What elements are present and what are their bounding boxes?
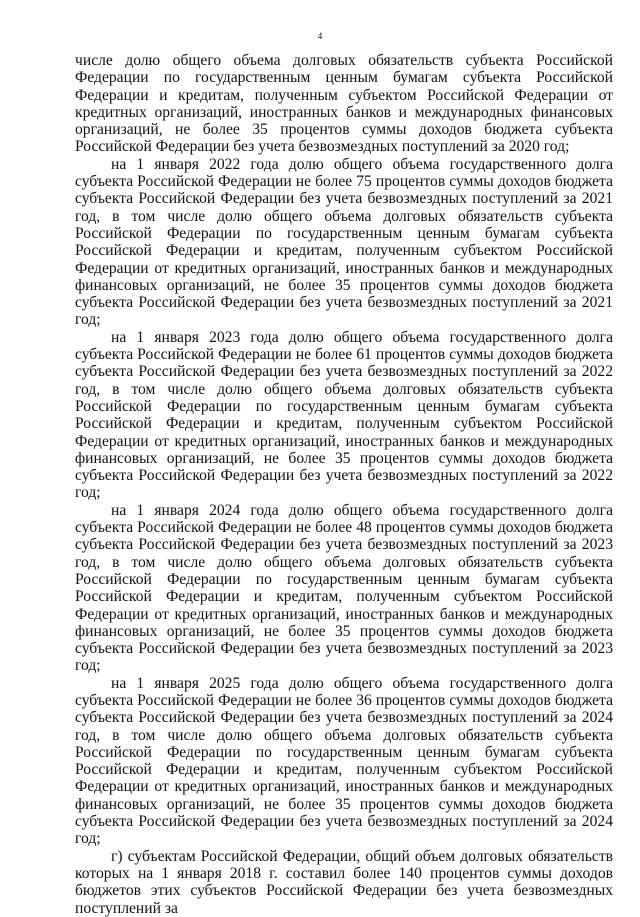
paragraph-2023: на 1 января 2023 года долю общего объема государственного долга субъекта Российской Федерации не более 61 процентов суммы доходов бюджета субъекта Российской Федерации без учета безвозмездных поступлений за 2022 год, в том числе долю общего объема долговых обязательств субъекта Российской Федерации по государственным ценным бумагам субъекта Российской Федерации и кредитам, полученным субъектом Российской Федерации от кредитных организаций, иностранных банков и международных финансовых организаций, не более 35 процентов суммы доходов бюджета субъекта Российской Федерации без учета безвозмездных поступлений за 2022 год; <box>75 328 613 502</box>
document-body <box>75 52 613 917</box>
paragraph-2024: на 1 января 2024 года долю общего объема государственного долга субъекта Российской Федерации не более 48 процентов суммы доходов бюджета субъекта Российской Федерации без учета безвозмездных поступлений за 2023 год, в том числе долю общего объема долговых обязательств субъекта Российской Федерации по государственным ценным бумагам субъекта Российской Федерации и кредитам, полученным субъектом Российской Федерации от кредитных организаций, иностранных банков и международных финансовых организаций, не более 35 процентов суммы доходов бюджета субъекта Российской Федерации без учета безвозмездных поступлений за 2023 год; <box>75 501 613 675</box>
paragraph-2022: на 1 января 2022 года долю общего объема государственного долга субъекта Российской Федерации не более 75 процентов суммы доходов бюджета субъекта Российской Федерации без учета безвозмездных поступлений за 2021 год, в том числе долю общего объема долговых обязательств субъекта Российской Федерации по государственным ценным бумагам субъекта Российской Федерации и кредитам, полученным субъектом Российской Федерации от кредитных организаций, иностранных банков и международных финансовых организаций, не более 35 процентов суммы доходов бюджета субъекта Российской Федерации без учета безвозмездных поступлений за 2021 год; <box>75 155 613 329</box>
paragraph-item-g: г) субъектам Российской Федерации, общий объем долговых обязательств которых на 1 января 2018 г. составил более 140 процентов суммы доходов бюджетов этих субъектов Российской Федерации без учета безвозмездных поступлений за <box>75 847 613 917</box>
page-number: 4 <box>317 31 323 41</box>
paragraph-2025: на 1 января 2025 года долю общего объема государственного долга субъекта Российской Федерации не более 36 процентов суммы доходов бюджета субъекта Российской Федерации без учета безвозмездных поступлений за 2024 год, в том числе долю общего объема долговых обязательств субъекта Российской Федерации по государственным ценным бумагам субъекта Российской Федерации и кредитам, полученным субъектом Российской Федерации от кредитных организаций, иностранных банков и международных финансовых организаций, не более 35 процентов суммы доходов бюджета субъекта Российской Федерации без учета безвозмездных поступлений за 2024 год; <box>75 674 613 848</box>
paragraph-continuation: числе долю общего объема долговых обязательств субъекта Российской Федерации по государственным ценным бумагам субъекта Российской Федерации и кредитам, полученным субъектом Российской Федерации от кредитных организаций, иностранных банков и международных финансовых организаций, не более 35 процентов суммы доходов бюджета субъекта Российской Федерации без учета безвозмездных поступлений за 2020 год; <box>75 52 613 156</box>
